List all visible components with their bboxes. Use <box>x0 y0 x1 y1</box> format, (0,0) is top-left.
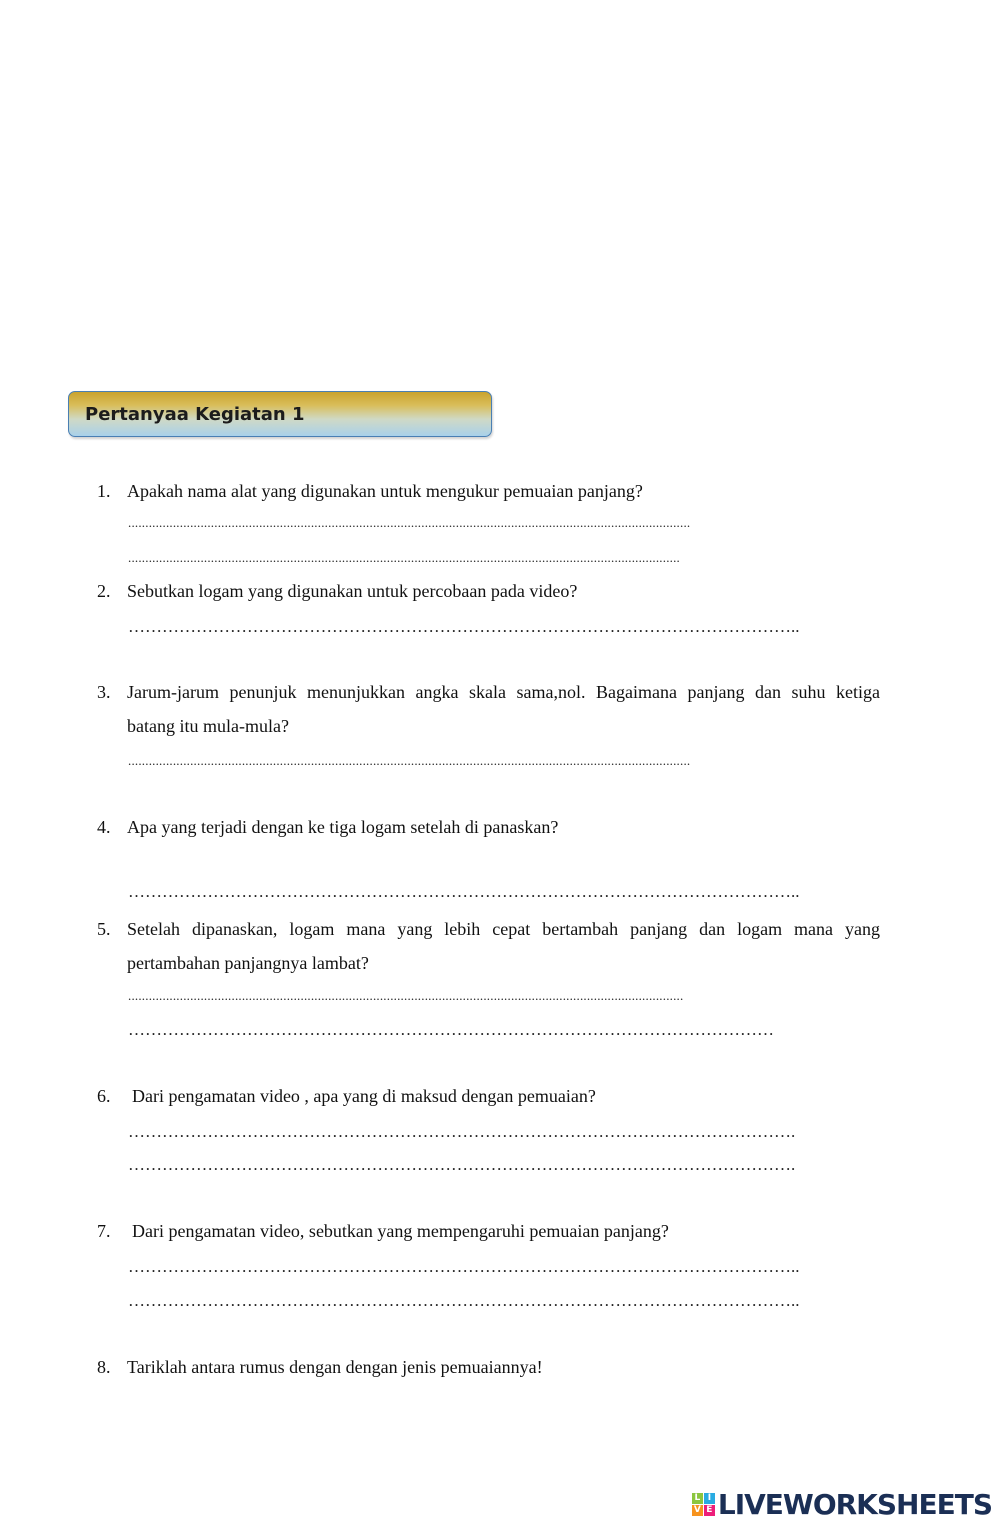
answer-line-6a[interactable]: ………………………………………………………………………………………………………. <box>128 1122 796 1141</box>
question-1-number: 1. <box>97 481 111 501</box>
logo-tile-l: L <box>692 1493 703 1504</box>
question-8-number: 8. <box>97 1357 111 1377</box>
answer-line-1a[interactable]: ................................................................................................................................................................... <box>128 516 691 530</box>
logo-tile-v: V <box>692 1505 703 1516</box>
question-4-number: 4. <box>97 817 111 837</box>
question-5-number: 5. <box>97 919 111 939</box>
answer-line-7b[interactable]: ……………………………………………………………………………………………………….. <box>128 1291 800 1310</box>
answer-line-6b[interactable]: ………………………………………………………………………………………………………. <box>128 1155 796 1174</box>
logo-tile-e: E <box>704 1505 715 1516</box>
section-header <box>68 391 492 437</box>
brand-name: LIVEWORKSHEETS <box>717 1488 992 1521</box>
question-1-text: Apakah nama alat yang digunakan untuk mengukur pemuaian panjang? <box>127 481 643 501</box>
question-3-text-line-2: batang itu mula-mula? <box>127 716 289 736</box>
question-2-number: 2. <box>97 581 111 601</box>
question-5-text-line-1: Setelah dipanaskan, logam mana yang lebih cepat bertambah panjang dan logam mana yang <box>127 919 880 939</box>
answer-line-2a[interactable]: ……………………………………………………………………………………………………….. <box>128 617 800 636</box>
question-7-text: Dari pengamatan video, sebutkan yang mempengaruhi pemuaian panjang? <box>132 1221 669 1241</box>
liveworksheets-logo-icon <box>692 1493 715 1516</box>
section-title: Pertanyaa Kegiatan 1 <box>85 404 305 425</box>
question-7-number: 7. <box>97 1221 111 1241</box>
question-6-number: 6. <box>97 1086 111 1106</box>
answer-line-7a[interactable]: ……………………………………………………………………………………………………….. <box>128 1257 800 1276</box>
logo-tile-i: I <box>704 1493 715 1504</box>
question-3-number: 3. <box>97 682 111 702</box>
question-8-text: Tariklah antara rumus dengan dengan jenis pemuaiannya! <box>127 1357 543 1377</box>
answer-line-5a[interactable]: ................................................................................................................................................................. <box>128 989 684 1003</box>
question-2-text: Sebutkan logam yang digunakan untuk percobaan pada video? <box>127 581 578 601</box>
question-3-text-line-1: Jarum-jarum penunjuk menunjukkan angka skala sama,nol. Bagaimana panjang dan suhu ketiga <box>127 682 880 702</box>
question-4-text: Apa yang terjadi dengan ke tiga logam setelah di panaskan? <box>127 817 559 837</box>
liveworksheets-brand <box>692 1488 992 1521</box>
question-5-text-line-2: pertambahan panjangnya lambat? <box>127 953 369 973</box>
answer-line-5b[interactable]: …………………………………………………………………………………………………… <box>128 1020 774 1039</box>
answer-line-4a[interactable]: ……………………………………………………………………………………………………….. <box>128 882 800 901</box>
question-6-text: Dari pengamatan video , apa yang di maksud dengan pemuaian? <box>132 1086 596 1106</box>
answer-line-1b[interactable]: ................................................................................................................................................................ <box>128 551 680 565</box>
answer-line-3a[interactable]: ................................................................................................................................................................... <box>128 754 691 768</box>
